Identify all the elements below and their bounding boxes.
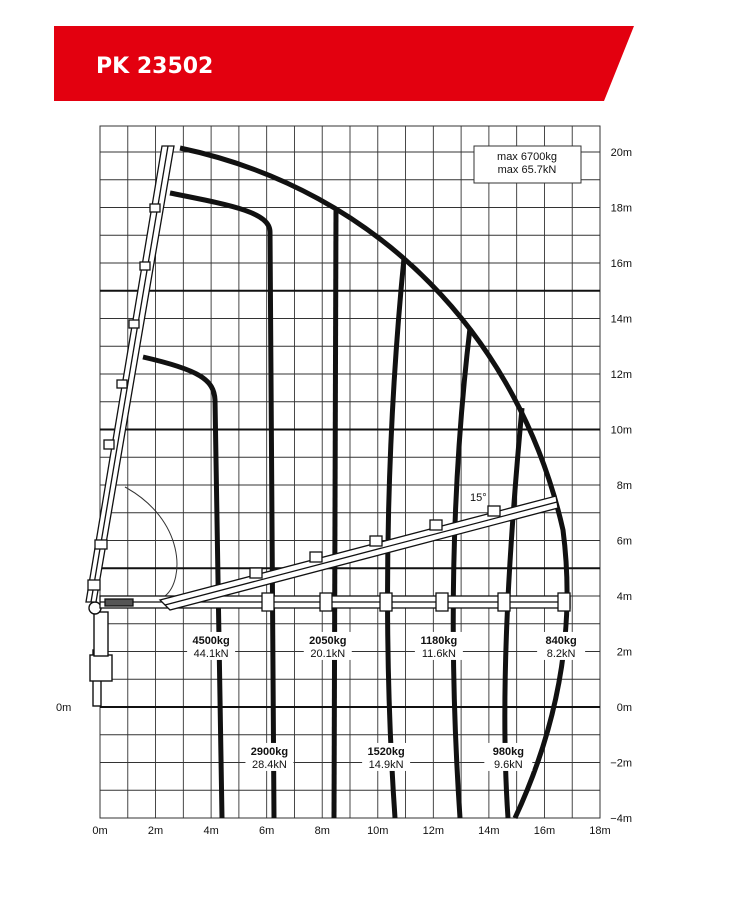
y-tick-left-0m: 0m xyxy=(56,702,72,714)
y-tick-label: 18m xyxy=(610,202,632,215)
y-tick-label: 20m xyxy=(610,147,632,159)
y-tick-label: 0m xyxy=(616,702,632,714)
x-tick-label: 2m xyxy=(147,825,164,837)
load-label-kg: 2050kg xyxy=(309,634,347,647)
y-tick-label: 2m xyxy=(616,646,632,659)
y-axis-ticks xyxy=(610,147,632,825)
x-axis-ticks xyxy=(92,825,610,837)
load-label-kg: 1520kg xyxy=(367,745,405,758)
y-tick-label: 4m xyxy=(616,591,632,603)
x-tick-label: 14m xyxy=(478,825,500,837)
max-box-line1: max 6700kg xyxy=(497,151,557,163)
x-tick-label: 8m xyxy=(314,825,330,837)
x-tick-label: 18m xyxy=(589,825,611,837)
max-box-line2: max 65.7kN xyxy=(497,164,557,176)
x-tick-label: 0m xyxy=(92,825,108,837)
load-label-kn: 28.4kN xyxy=(252,758,287,771)
y-tick-label: 12m xyxy=(610,369,632,381)
load-label xyxy=(304,632,352,660)
x-tick-label: 16m xyxy=(533,825,556,837)
x-tick-label: 12m xyxy=(422,825,445,837)
x-tick-label: 10m xyxy=(367,825,389,837)
load-label-kg: 840kg xyxy=(545,634,577,647)
load-label-kn: 11.6kN xyxy=(421,647,456,660)
x-tick-label: 4m xyxy=(203,825,219,837)
envelope-curve xyxy=(180,148,567,818)
load-curves xyxy=(143,193,522,818)
header-title: PK 23502 xyxy=(96,54,214,79)
load-label-kg: 1180kg xyxy=(420,634,458,647)
load-label xyxy=(415,632,463,660)
load-label-kg: 2900kg xyxy=(250,745,289,758)
load-label-kn: 44.1kN xyxy=(193,647,229,660)
load-curve-3 xyxy=(334,208,336,818)
load-label-kn: 14.9kN xyxy=(368,758,404,771)
load-label-kg: 980kg xyxy=(492,745,524,758)
load-label-kn: 20.1kN xyxy=(310,647,346,660)
load-label-kg: 4500kg xyxy=(192,634,230,647)
load-label xyxy=(362,743,410,771)
angle-label: 15° xyxy=(470,492,487,504)
load-label xyxy=(245,743,293,771)
load-label xyxy=(187,632,235,660)
grid xyxy=(100,126,600,818)
y-tick-label: 14m xyxy=(610,313,632,326)
x-tick-label: 6m xyxy=(259,825,275,837)
y-tick-label: 8m xyxy=(616,480,632,492)
load-label xyxy=(484,743,532,771)
y-tick-label: 6m xyxy=(616,535,632,548)
y-tick-label: −4m xyxy=(610,813,632,825)
load-label-kn: 8.2kN xyxy=(546,647,576,660)
load-label xyxy=(537,632,585,660)
crane-base xyxy=(89,602,112,706)
y-tick-label: 10m xyxy=(610,424,632,437)
y-tick-label: −2m xyxy=(610,757,632,770)
y-tick-label: 16m xyxy=(610,258,632,270)
swing-arc xyxy=(125,487,177,596)
load-label-kn: 9.6kN xyxy=(493,758,523,771)
